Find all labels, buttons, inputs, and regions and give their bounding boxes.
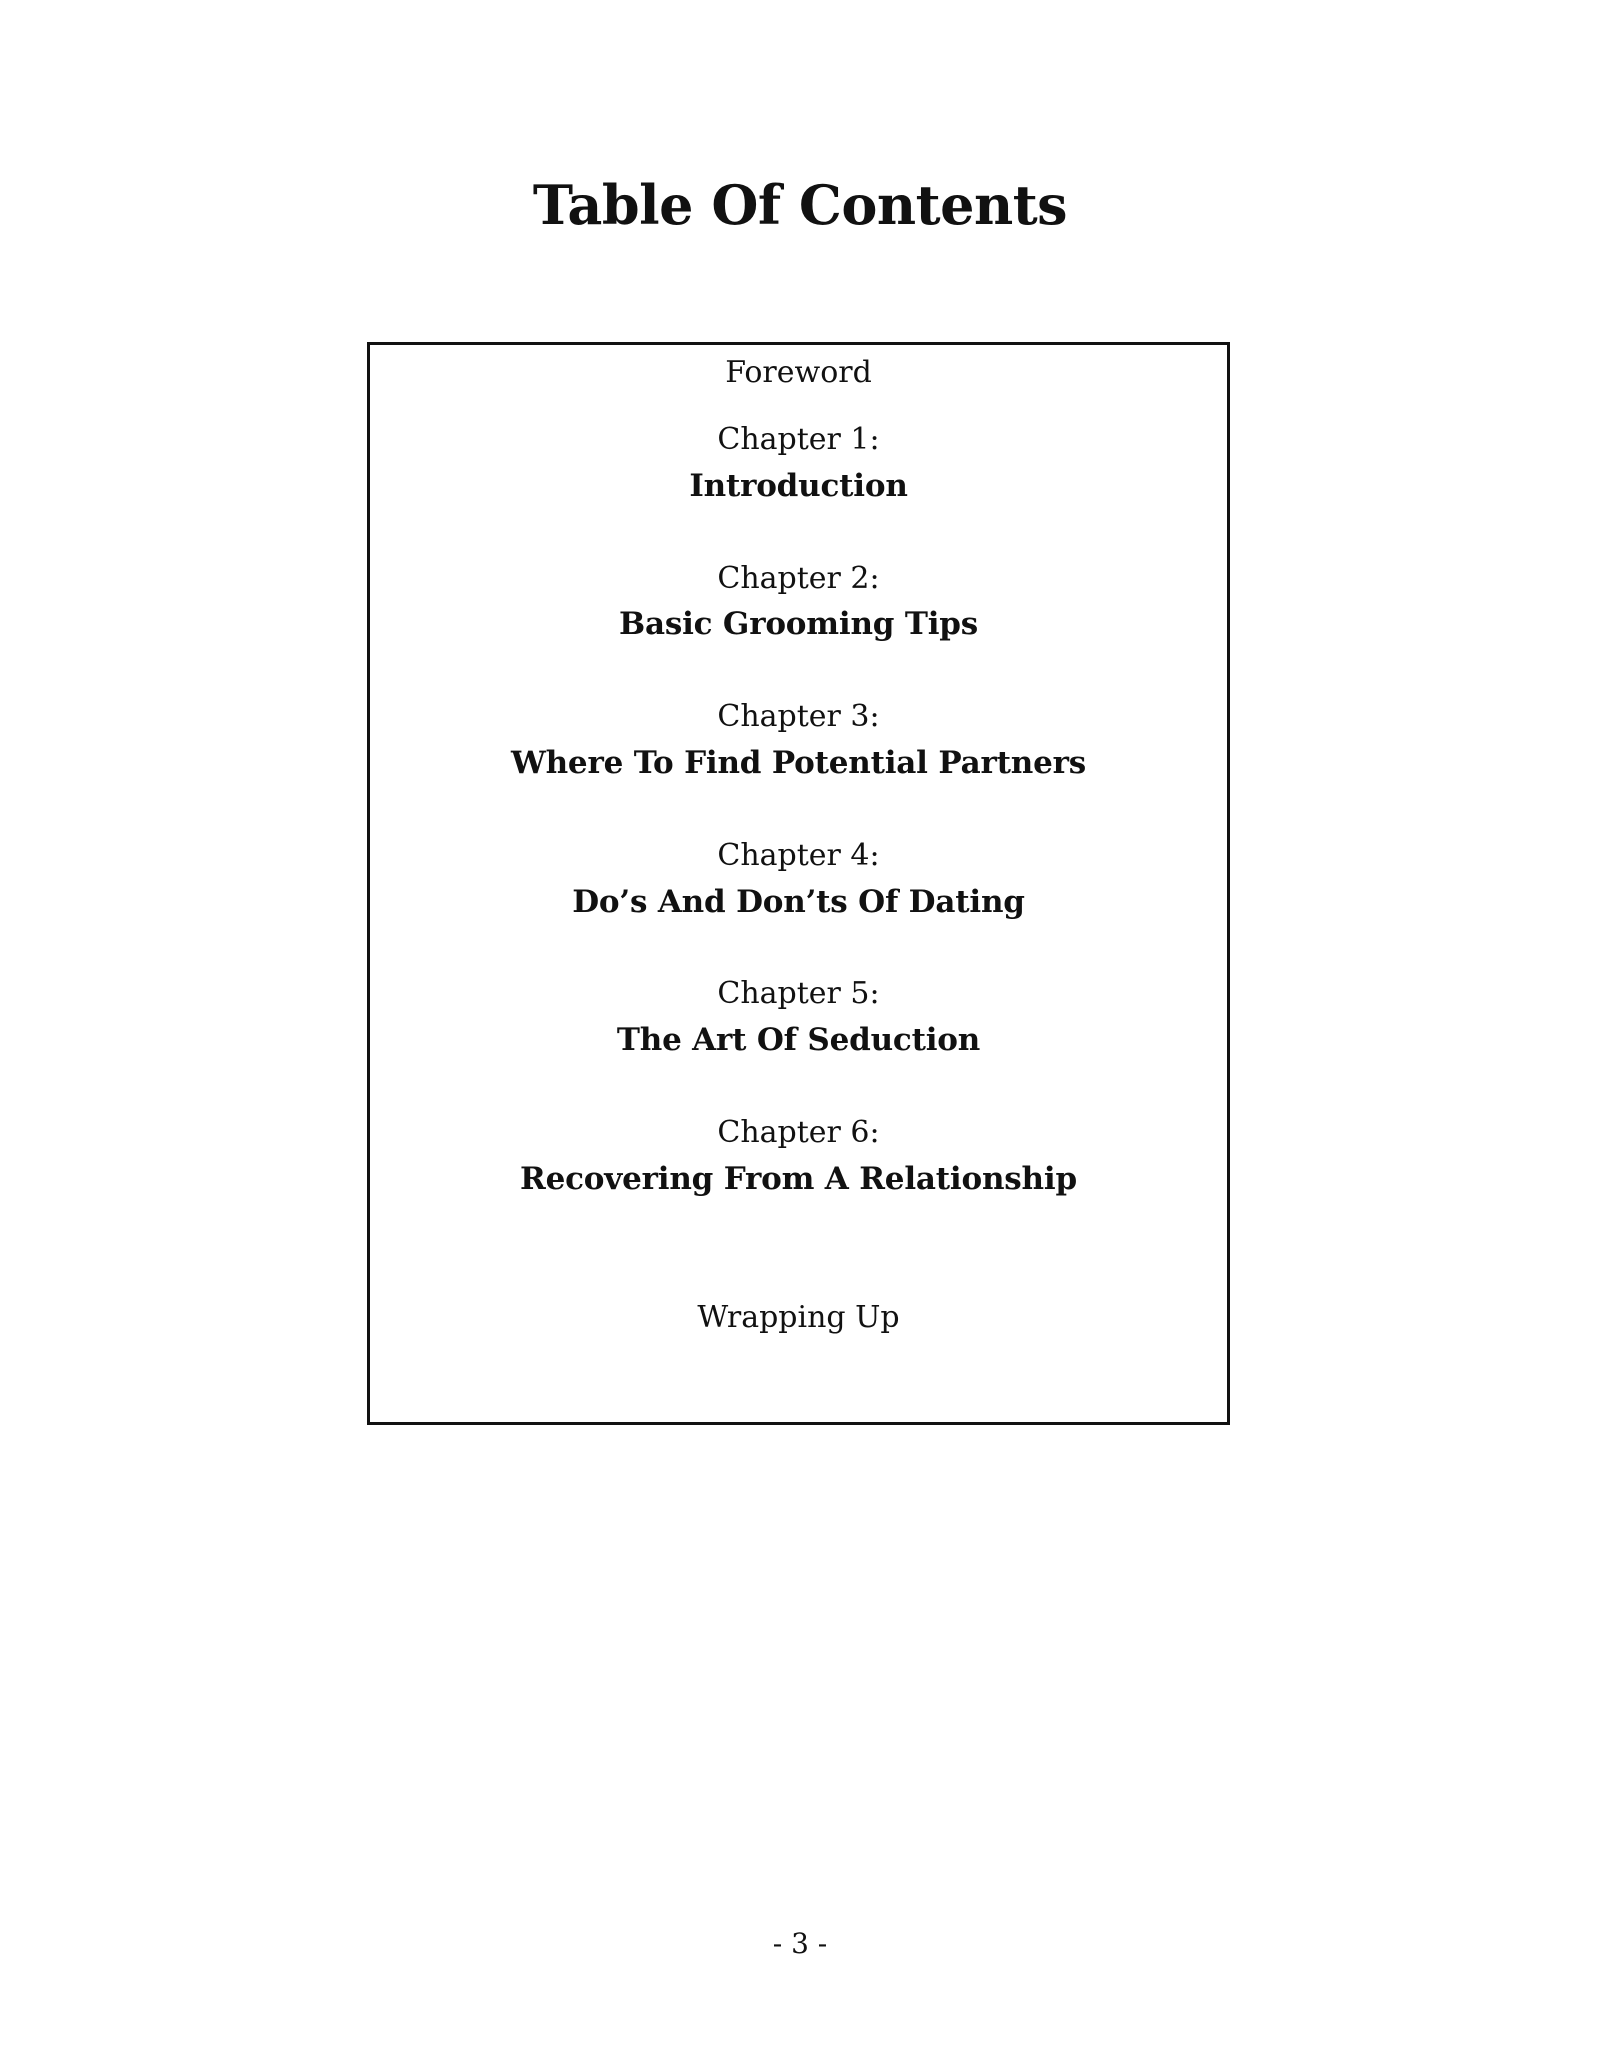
toc-chapter-6-title[interactable]: Recovering From A Relationship	[520, 1161, 1077, 1197]
toc-chapter-6-label[interactable]: Chapter 6:	[717, 1115, 880, 1150]
toc-chapter-1-title[interactable]: Introduction	[689, 468, 908, 504]
toc-chapter-5-label[interactable]: Chapter 5:	[717, 976, 880, 1011]
toc-chapter-5-title[interactable]: The Art Of Seduction	[616, 1022, 981, 1058]
page-title: Table Of Contents	[532, 173, 1068, 237]
toc-chapter-3-title[interactable]: Where To Find Potential Partners	[510, 745, 1087, 781]
toc-chapter-2-title[interactable]: Basic Grooming Tips	[618, 606, 979, 642]
toc-chapter-4-label[interactable]: Chapter 4:	[717, 838, 880, 873]
toc-chapter-2-label[interactable]: Chapter 2:	[717, 561, 880, 596]
toc-wrapping-up[interactable]: Wrapping Up	[697, 1300, 900, 1335]
toc-box	[367, 342, 1230, 1425]
toc-chapter-4-title[interactable]: Do’s And Don’ts Of Dating	[572, 884, 1025, 920]
toc-foreword[interactable]: Foreword	[725, 355, 872, 390]
toc-chapter-1-label[interactable]: Chapter 1:	[717, 422, 880, 457]
toc-chapter-3-label[interactable]: Chapter 3:	[717, 699, 880, 734]
page-number: - 3 -	[772, 1927, 828, 1960]
